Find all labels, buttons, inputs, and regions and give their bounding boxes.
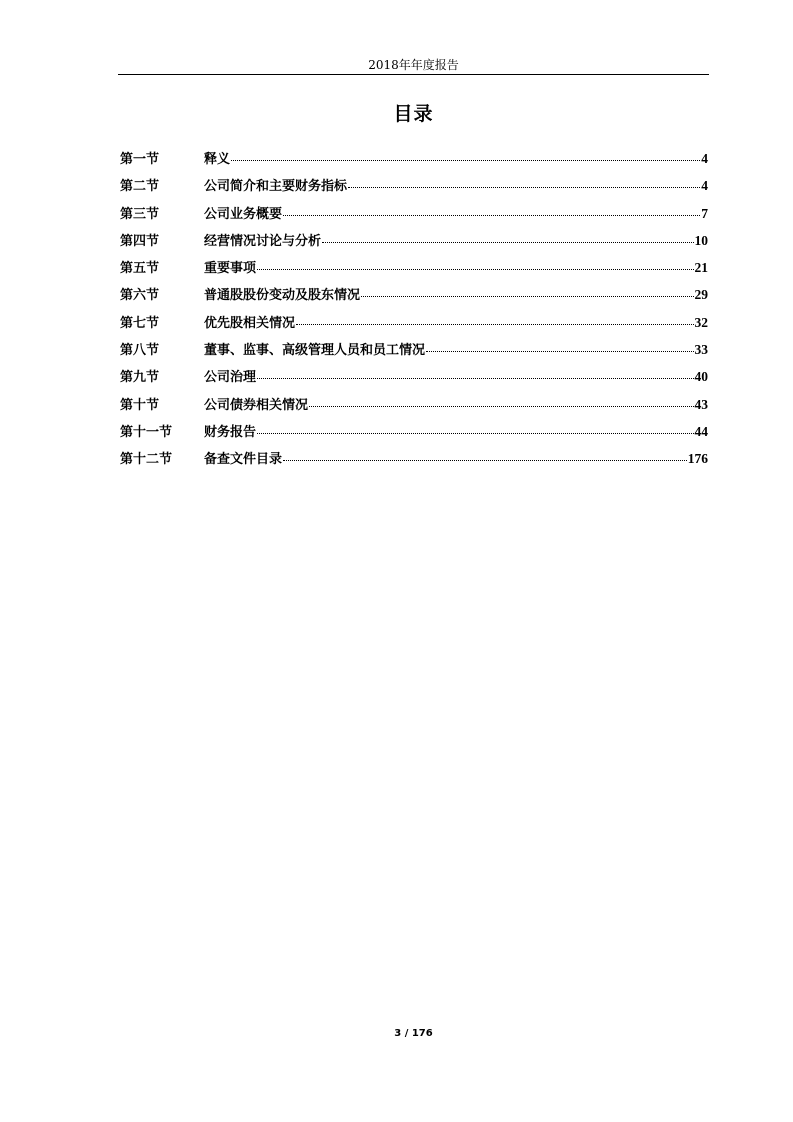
- toc-link[interactable]: [204, 449, 708, 470]
- toc-link[interactable]: [204, 149, 708, 170]
- toc-section-number: 第六节: [120, 288, 160, 304]
- toc-dot-leader: [361, 296, 693, 297]
- toc-page-number: 21: [694, 260, 708, 276]
- toc-page-number: 10: [694, 232, 708, 248]
- toc-dot-leader: [348, 187, 700, 188]
- toc-link[interactable]: [204, 176, 708, 197]
- toc-row: [120, 367, 708, 394]
- toc-page-number: 29: [694, 287, 708, 303]
- toc-page-number: 4: [701, 178, 708, 194]
- page-header: 2018年年度报告: [368, 58, 459, 72]
- toc-link[interactable]: [204, 231, 708, 252]
- toc-row: [120, 449, 708, 476]
- toc-dot-leader: [322, 242, 693, 243]
- toc-section-number: 第五节: [120, 261, 160, 277]
- toc-entry-title: 公司债券相关情况: [204, 397, 309, 413]
- toc-link[interactable]: [204, 258, 708, 279]
- toc-link[interactable]: [204, 367, 708, 388]
- toc-entry-title: 重要事项: [204, 261, 257, 277]
- toc-page-number: 4: [701, 151, 708, 166]
- toc-entry-title: 备查文件目录: [204, 452, 283, 468]
- page-number: 3 / 176: [394, 1028, 433, 1039]
- toc-entry-title: 公司简介和主要财务指标: [204, 179, 348, 195]
- toc-link[interactable]: [204, 340, 708, 361]
- toc-section-number: 第十二节: [120, 452, 173, 468]
- toc-section-number: 第十一节: [120, 424, 173, 440]
- toc-page-number: 33: [694, 342, 708, 358]
- toc-entry-title: 公司治理: [204, 370, 257, 386]
- toc-dot-leader: [283, 460, 687, 461]
- toc-page-number: 176: [687, 451, 708, 467]
- toc-entry-title: 释义: [204, 152, 231, 167]
- toc-page-number: 44: [694, 423, 708, 439]
- toc-link[interactable]: [204, 395, 708, 416]
- toc-entry-title: 优先股相关情况: [204, 315, 296, 331]
- toc-entry-title: 普通股股份变动及股东情况: [204, 288, 361, 304]
- toc-row: [120, 176, 708, 203]
- toc-section-number: 第十节: [120, 397, 160, 413]
- toc-dot-leader: [309, 406, 693, 407]
- toc-dot-leader: [257, 269, 693, 270]
- toc-row: [120, 204, 708, 231]
- toc-row: [120, 231, 708, 258]
- toc-title: 目录: [393, 103, 434, 125]
- toc-page-number: 43: [694, 396, 708, 412]
- toc-section-number: 第九节: [120, 370, 160, 386]
- toc-row: [120, 422, 708, 449]
- header-divider: [118, 74, 709, 75]
- toc-row: [120, 340, 708, 367]
- toc-section-number: 第七节: [120, 315, 160, 331]
- toc-entry-title: 公司业务概要: [204, 206, 283, 222]
- toc-entry-title: 董事、监事、高级管理人员和员工情况: [204, 343, 426, 359]
- table-of-contents: [120, 149, 708, 477]
- toc-dot-leader: [257, 433, 693, 434]
- toc-row: [120, 285, 708, 312]
- toc-entry-title: 财务报告: [204, 424, 257, 440]
- toc-section-number: 第八节: [120, 343, 160, 359]
- toc-section-number: 第三节: [120, 206, 160, 222]
- toc-entry-title: 经营情况讨论与分析: [204, 233, 322, 249]
- toc-row: [120, 258, 708, 285]
- toc-page-number: 32: [694, 314, 708, 330]
- toc-link[interactable]: [204, 204, 708, 225]
- toc-dot-leader: [426, 351, 693, 352]
- toc-row: [120, 395, 708, 422]
- toc-dot-leader: [257, 378, 693, 379]
- toc-row: [120, 313, 708, 340]
- toc-link[interactable]: [204, 313, 708, 334]
- toc-dot-leader: [283, 215, 700, 216]
- toc-link[interactable]: [204, 285, 708, 306]
- toc-row: [120, 149, 708, 176]
- toc-section-number: 第一节: [120, 152, 160, 167]
- toc-section-number: 第二节: [120, 179, 160, 195]
- toc-page-number: 40: [694, 369, 708, 385]
- toc-section-number: 第四节: [120, 233, 160, 249]
- toc-dot-leader: [296, 324, 693, 325]
- toc-link[interactable]: [204, 422, 708, 443]
- toc-page-number: 7: [701, 205, 708, 221]
- toc-dot-leader: [231, 160, 700, 161]
